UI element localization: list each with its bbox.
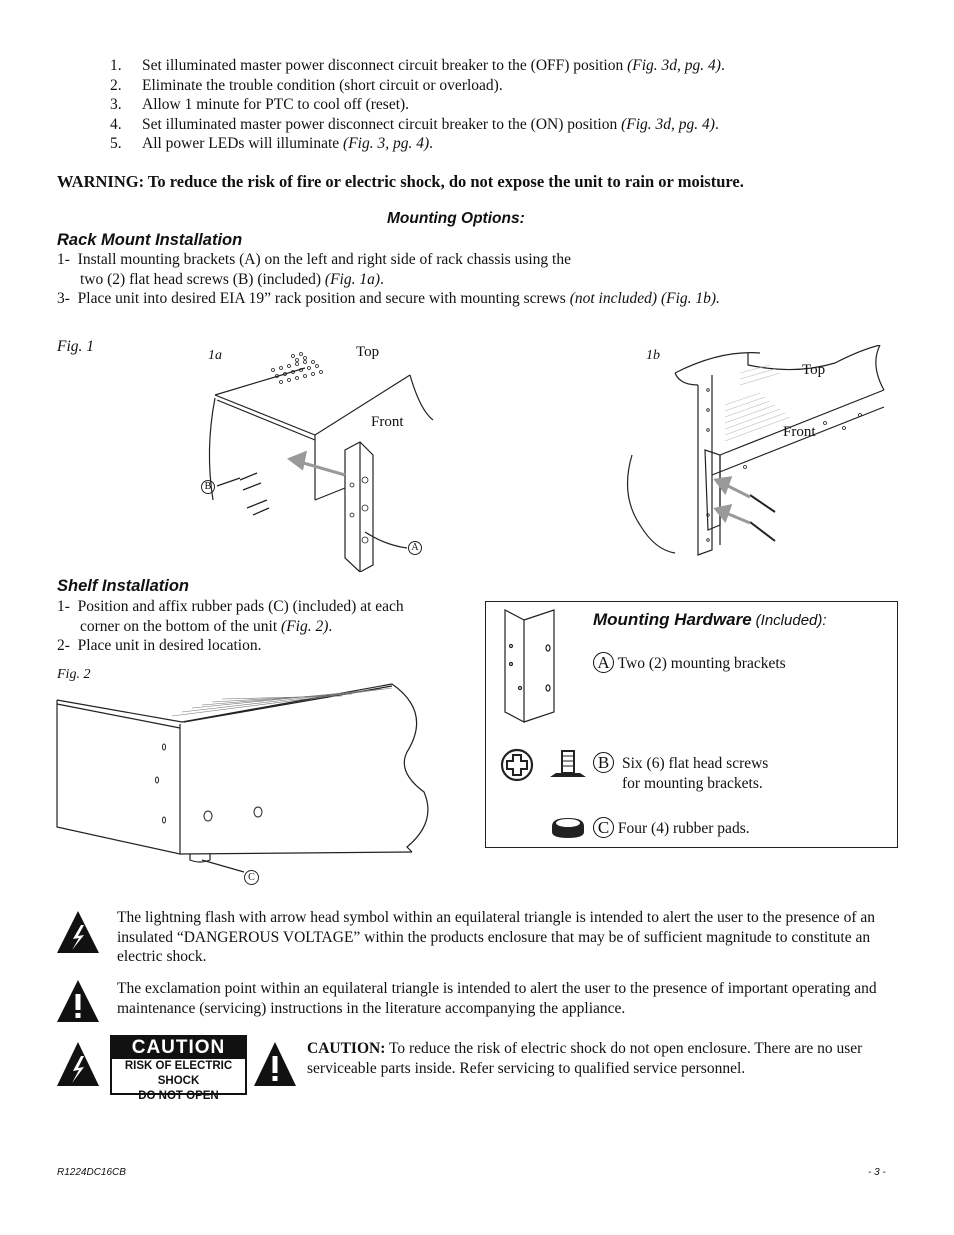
- warning-text: WARNING: To reduce the risk of fire or electric shock, do not expose the unit to rain or moisture.: [57, 172, 744, 191]
- rubber-pad-icon: [550, 814, 588, 840]
- shelf-installation-title: Shelf Installation: [57, 577, 190, 595]
- caution-text: CAUTION: To reduce the risk of electric shock do not open enclosure. There are no user serviceable parts inside. Refer servicing to qualified service personnel.: [307, 1040, 863, 1077]
- callout-b: B: [593, 752, 614, 773]
- fig1a-front-label: Front: [371, 414, 404, 430]
- exclamation-caution-icon: [252, 1040, 298, 1090]
- lightning-explanation: The lightning flash with arrow head symbol within an equilateral triangle is intended to alert the user to the presence of an insulated “DANGEROUS VOLTAGE” within the products enclosure that may be of sufficient magnitude to constitute an electric shock.: [117, 909, 875, 965]
- page-number: - 3 -: [868, 1167, 886, 1178]
- fig1b-top-label: Top: [802, 362, 826, 378]
- fig1a-callout-a: A: [408, 541, 422, 555]
- hardware-item-b: [593, 752, 614, 773]
- fig2-label: Fig. 2: [57, 667, 91, 682]
- hardware-item-a: A Two (2) mounting brackets: [593, 652, 786, 673]
- hardware-item-b-text: Six (6) flat head screws for mounting brackets.: [622, 755, 769, 792]
- fig1b-front-label: Front: [783, 424, 816, 440]
- fig2-illustration: [52, 672, 472, 887]
- hardware-item-c: C Four (4) rubber pads.: [593, 817, 750, 838]
- fig1a-label: 1a: [208, 348, 222, 363]
- mounting-options-title: Mounting Options:: [387, 210, 525, 227]
- exclamation-explanation: The exclamation point within an equilateral triangle is intended to alert the user to the presence of important operating and maintenance (servicing) instructions in the literature accompanying the appliance.: [117, 980, 877, 1017]
- fig1a-callout-b: B: [201, 480, 215, 494]
- rack-mount-title: Rack Mount Installation: [57, 231, 243, 249]
- model-number: R1224DC16CB: [57, 1167, 126, 1178]
- fig1b-label: 1b: [646, 348, 660, 363]
- step-item: 1. Set illuminated master power disconnect circuit breaker to the (OFF) position (Fig. 3d, pg. 4).: [110, 57, 725, 74]
- fig1a-illustration: [195, 340, 435, 572]
- callout-a: A: [593, 652, 614, 673]
- reset-steps-list: [110, 56, 725, 154]
- step-item: 5. All power LEDs will illuminate (Fig. 3, pg. 4).: [110, 135, 434, 152]
- step-item: 4. Set illuminated master power disconnect circuit breaker to the (ON) position (Fig. 3d, pg. 4).: [110, 115, 719, 133]
- caution-badge: CAUTION RISK OF ELECTRIC SHOCK DO NOT OPEN: [110, 1035, 247, 1095]
- fig2-callout-c: C: [244, 870, 259, 885]
- rack-mount-steps: 1- Install mounting brackets (A) on the left and right side of rack chassis using the two (2) flat head screws (B) (included) (Fig. 1a). 3- Place unit into desired EIA 19” rack position and secure with mounting screws (not included) (Fig. 1b).: [57, 251, 720, 307]
- lightning-warning-icon: [55, 909, 101, 955]
- fig1a-top-label: Top: [356, 344, 380, 360]
- step-item: 2. Eliminate the trouble condition (short circuit or overload).: [110, 76, 503, 94]
- flat-head-screw-icon: [500, 747, 600, 785]
- fig1b-illustration: [620, 345, 895, 567]
- lightning-caution-icon: [55, 1040, 101, 1090]
- shelf-steps: 1- Position and affix rubber pads (C) (included) at each corner on the bottom of the unit (Fig. 2). 2- Place unit in desired location.: [57, 598, 404, 654]
- mounting-hardware-box: [485, 601, 898, 848]
- callout-c: C: [593, 817, 614, 838]
- hardware-title: Mounting Hardware (Included):: [593, 610, 827, 629]
- fig1-label: Fig. 1: [57, 338, 95, 355]
- bracket-icon: [502, 606, 558, 726]
- exclamation-warning-icon: [55, 978, 101, 1024]
- step-item: 3. Allow 1 minute for PTC to cool off (reset).: [110, 96, 410, 113]
